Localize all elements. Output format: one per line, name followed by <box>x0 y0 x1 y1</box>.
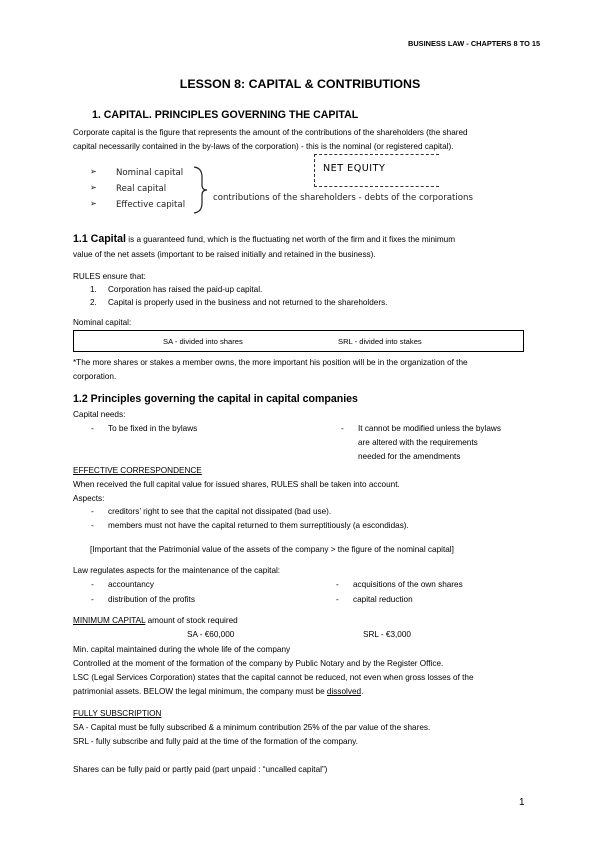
dash-marker: - <box>336 580 339 589</box>
minimum-capital-heading: MINIMUM CAPITAL <box>73 616 146 625</box>
intro-line-2: capital necessarily contained in the by-laws of the corporation) - this is the nominal (or registered capital). <box>73 142 454 151</box>
capital-needs-label: Capital needs: <box>73 410 126 419</box>
bullet-arrow-icon: ➢ <box>90 183 97 192</box>
fully-subscription-heading: FULLY SUBSCRIPTION <box>73 709 162 718</box>
bullet-item: Effective capital <box>116 200 186 210</box>
minimum-line-3: LSC (Legal Services Corporation) states that the capital cannot be reduced, not even when gross losses of the <box>73 673 474 682</box>
minimum-line-2: Controlled at the moment of the formation of the company by Public Notary and by the Register Office. <box>73 659 444 668</box>
brace-note: contributions of the shareholders - debts of the corporations <box>213 193 473 203</box>
need-right-line: It cannot be modified unless the bylaws <box>358 424 501 433</box>
law-item: distribution of the profits <box>108 595 195 604</box>
rule-number: 1. <box>90 285 97 294</box>
important-note: [Important that the Patrimonial value of the assets of the company > the figure of the nominal capital] <box>90 545 454 554</box>
note-line-2: corporation. <box>73 372 117 381</box>
nominal-capital-label: Nominal capital: <box>73 318 132 327</box>
aspects-label: Aspects: <box>73 494 105 503</box>
running-header: BUSINESS LAW - CHAPTERS 8 TO 15 <box>408 39 541 48</box>
page-number: 1 <box>519 797 525 808</box>
effective-correspondence-heading: EFFECTIVE CORRESPONDENCE <box>73 466 202 475</box>
srl-minimum: SRL - €3,000 <box>363 630 411 639</box>
bullet-item: Real capital <box>116 184 167 194</box>
need-right-line: are altered with the requirements <box>358 438 478 447</box>
intro-line-1: Corporate capital is the figure that represents the amount of the contributions of the shareholders (the shared <box>73 128 468 137</box>
dash-marker: - <box>336 595 339 604</box>
nominal-capital-table <box>73 330 524 352</box>
minimum-line-1: Min. capital maintained during the whole life of the company <box>73 645 291 654</box>
dash-marker: - <box>91 521 94 530</box>
shares-line: Shares can be fully paid or partly paid (part unpaid : “uncalled capital”) <box>73 765 328 774</box>
bullet-arrow-icon: ➢ <box>90 167 97 176</box>
dash-marker: - <box>341 424 344 433</box>
law-line: Law regulates aspects for the maintenance of the capital: <box>73 566 281 575</box>
lesson-title: LESSON 8: CAPITAL & CONTRIBUTIONS <box>179 77 421 91</box>
full-line-1: SA - Capital must be fully subscribed & a minimum contribution 25% of the par value of the shares. <box>73 723 431 732</box>
need-left: To be fixed in the bylaws <box>108 424 198 433</box>
note-line-1: *The more shares or stakes a member owns, the more important his position will be in the organization of the <box>73 358 468 367</box>
curly-brace-icon <box>192 165 208 215</box>
capital-definition-line-1: 1.1 Capital is a guaranteed fund, which is the fluctuating net worth of the firm and it fixes the minimum <box>73 233 456 245</box>
subsection-heading: 1.2 Principles governing the capital in capital companies <box>73 393 358 405</box>
full-line-2: SRL - fully subscribe and fully paid at the time of the formation of the company. <box>73 737 358 746</box>
rule-text: Capital is properly used in the business and not returned to the shareholders. <box>108 298 388 307</box>
bullet-item: Nominal capital <box>116 168 184 178</box>
sa-minimum: SA - €60,000 <box>187 630 235 639</box>
need-right-line: needed for the amendments <box>358 452 461 461</box>
subsection-heading: 1.1 Capital <box>73 233 126 245</box>
minimum-capital-line: MINIMUM CAPITAL amount of stock required <box>73 616 238 625</box>
section-heading: 1. CAPITAL. PRINCIPLES GOVERNING THE CAPITAL <box>92 109 359 121</box>
bullet-arrow-icon: ➢ <box>90 199 97 208</box>
effective-line: When received the full capital value for issued shares, RULES shall be taken into account. <box>73 480 400 489</box>
net-equity-label: NET EQUITY <box>323 163 386 174</box>
capital-definition-line-2: value of the net assets (important to be raised initially and retained in the business). <box>73 250 376 259</box>
law-item: capital reduction <box>353 595 413 604</box>
law-item: accountancy <box>108 580 154 589</box>
dash-marker: - <box>91 595 94 604</box>
table-cell-srl: SRL - divided into stakes <box>338 337 422 346</box>
rule-text: Corporation has raised the paid-up capital. <box>108 285 263 294</box>
dash-marker: - <box>91 507 94 516</box>
law-item: acquisitions of the own shares <box>353 580 463 589</box>
table-cell-sa: SA - divided into shares <box>163 337 243 346</box>
dash-marker: - <box>91 580 94 589</box>
dash-marker: - <box>91 424 94 433</box>
aspect-item: members must not have the capital returned to them surreptitiously (a escondidas). <box>108 521 409 530</box>
aspect-item: creditors’ right to see that the capital not dissipated (bad use). <box>108 507 332 516</box>
rules-label: RULES ensure that: <box>73 272 146 281</box>
minimum-line-4: patrimonial assets. BELOW the legal minimum, the company must be dissolved. <box>73 687 364 696</box>
rule-number: 2. <box>90 298 97 307</box>
